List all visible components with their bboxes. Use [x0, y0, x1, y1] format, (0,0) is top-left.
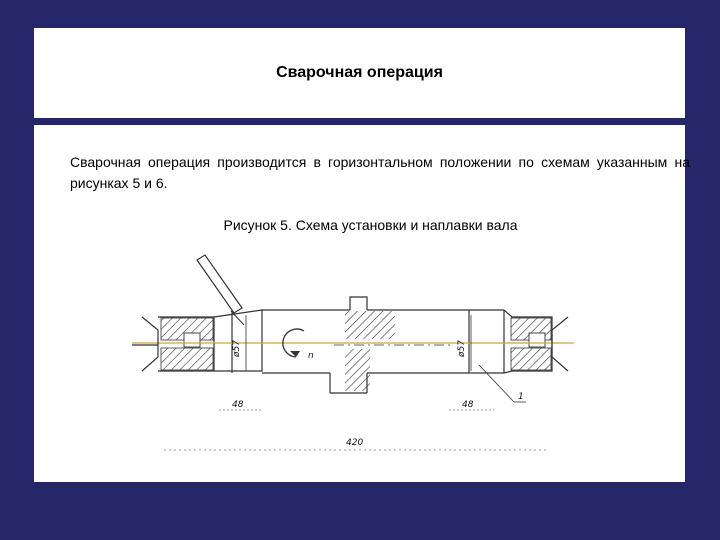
dimension-total	[164, 438, 546, 450]
dim-total-label: 420	[346, 438, 364, 448]
dim-right-label: 48	[462, 400, 474, 410]
body-paragraph: Сварочная операция производится в горизонтальном положении по схемам указанным на рисунках 5 и 6.	[70, 154, 690, 191]
electrode	[197, 255, 244, 325]
slide-title: Сварочная операция	[276, 64, 443, 81]
rotation-label: n	[308, 351, 314, 361]
title-panel	[34, 28, 685, 118]
right-clamp	[552, 317, 568, 371]
callout-label: 1	[518, 392, 524, 402]
left-clamp	[132, 317, 158, 371]
shaft-welding-diagram	[34, 125, 685, 482]
dim-left-label: 48	[232, 400, 244, 410]
dimension-left	[219, 400, 262, 410]
rotation-arrow	[283, 329, 314, 361]
diameter-left-label: ø57	[232, 340, 242, 357]
figure-caption: Рисунок 5. Схема установки и наплавки вала	[223, 217, 518, 233]
dimension-right	[449, 400, 494, 410]
diameter-right-label: ø57	[457, 340, 467, 357]
content-panel	[34, 125, 690, 482]
